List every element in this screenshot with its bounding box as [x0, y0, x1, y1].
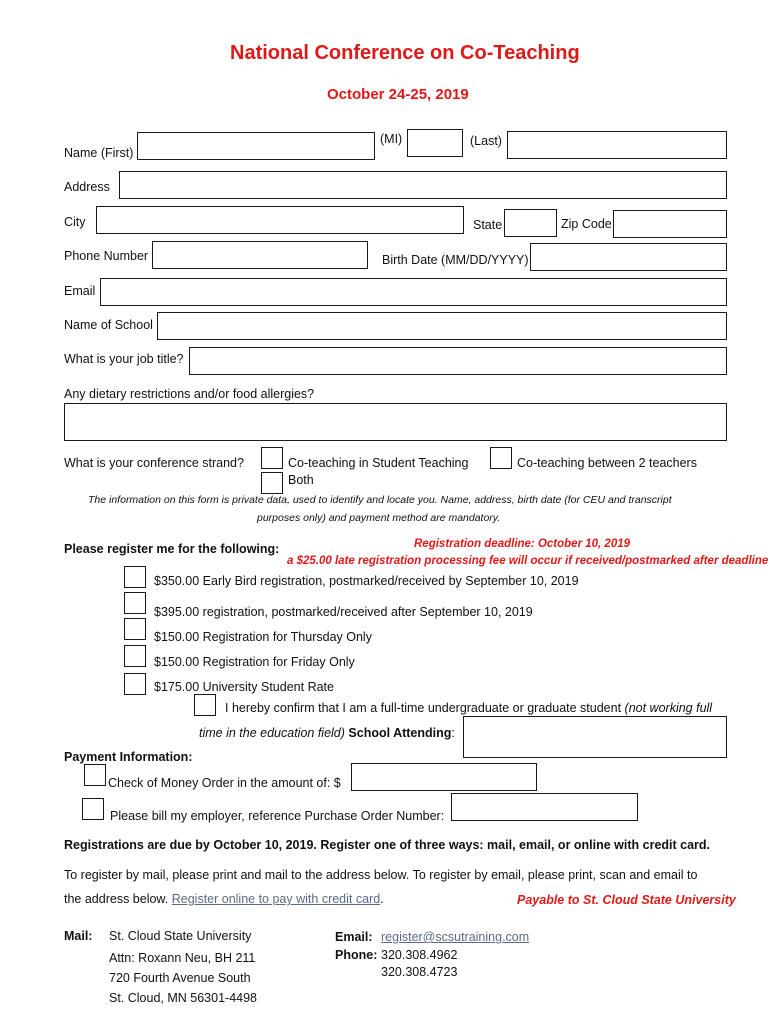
privacy-note-line1: The information on this form is private data, used to identify and locate you. Name, address, birth date (for CEU and transcript	[88, 494, 672, 506]
check-amount-input[interactable]	[351, 763, 537, 791]
late-fee-note: a $25.00 late registration processing fee will occur if received/postmarked after deadline	[287, 555, 769, 567]
label-birth-date: Birth Date (MM/DD/YYYY)	[382, 253, 529, 267]
label-state: State	[473, 218, 503, 232]
due-date-text: Registrations are due by October 10, 2019. Register one of three ways: mail, email, or online with credit card.	[64, 838, 711, 852]
early-bird-checkbox[interactable]	[124, 566, 146, 588]
register-online-link[interactable]: Register online to pay with credit card	[171, 892, 381, 906]
student-confirm-checkbox[interactable]	[194, 694, 216, 716]
student-confirm-italic: (not working full	[624, 701, 713, 715]
student-confirm-main: I hereby confirm that I am a full-time undergraduate or graduate student	[225, 701, 622, 715]
po-number-input[interactable]	[451, 793, 638, 821]
option-thursday: $150.00 Registration for Thursday Only	[154, 630, 372, 644]
label-dietary: Any dietary restrictions and/or food allergies?	[64, 387, 315, 401]
instructions-period: .	[380, 892, 384, 906]
option-friday: $150.00 Registration for Friday Only	[154, 655, 355, 669]
mail-label: Mail:	[64, 929, 93, 943]
school-attending-label: School Attending	[348, 726, 452, 740]
label-address: Address	[64, 180, 110, 194]
school-attending-input[interactable]	[463, 716, 727, 758]
option-regular: $395.00 registration, postmarked/received after September 10, 2019	[154, 605, 533, 619]
student-confirm-italic-line2: time in the education field)	[199, 726, 345, 740]
registration-heading: Please register me for the following:	[64, 542, 280, 556]
mail-line-4: St. Cloud, MN 56301-4498	[109, 991, 258, 1005]
strand-both-label: Both	[288, 473, 314, 487]
city-input[interactable]	[96, 206, 464, 234]
label-city: City	[64, 215, 86, 229]
email-link[interactable]: register@scsutraining.com	[381, 930, 530, 944]
student-rate-checkbox[interactable]	[124, 673, 146, 695]
option-student-rate: $175.00 University Student Rate	[154, 680, 334, 694]
mail-line-3: 720 Fourth Avenue South	[109, 971, 251, 985]
label-phone: Phone Number	[64, 249, 149, 263]
instructions-line2-text: the address below.	[64, 892, 169, 906]
job-title-input[interactable]	[189, 347, 727, 375]
birth-date-input[interactable]	[530, 243, 727, 271]
mail-line-2: Attn: Roxann Neu, BH 211	[109, 951, 256, 965]
strand-two-teachers-checkbox[interactable]	[490, 447, 512, 469]
strand-two-teachers-label: Co-teaching between 2 teachers	[517, 456, 697, 470]
mi-input[interactable]	[407, 129, 463, 157]
label-email: Email	[64, 284, 96, 298]
page-title: National Conference on Co-Teaching	[230, 42, 580, 64]
friday-only-checkbox[interactable]	[124, 645, 146, 667]
conference-date: October 24-25, 2019	[327, 86, 469, 103]
label-zip: Zip Code	[561, 217, 612, 231]
registration-deadline: Registration deadline: October 10, 2019	[414, 538, 631, 550]
instructions-line2	[64, 892, 384, 906]
regular-registration-checkbox[interactable]	[124, 592, 146, 614]
check-payment-label: Check of Money Order in the amount of: $	[108, 776, 341, 790]
privacy-note-line2: purposes only) and payment method are mandatory.	[257, 512, 501, 524]
strand-student-teaching-label: Co-teaching in Student Teaching	[288, 456, 469, 470]
email-label: Email:	[335, 930, 373, 944]
payable-to-note: Payable to St. Cloud State University	[517, 893, 736, 907]
label-mi: (MI)	[380, 132, 403, 146]
label-strand: What is your conference strand?	[64, 456, 244, 470]
check-payment-checkbox[interactable]	[84, 764, 106, 786]
state-input[interactable]	[504, 209, 557, 237]
school-attending-colon: :	[451, 726, 455, 740]
first-name-input[interactable]	[137, 132, 375, 160]
payment-heading: Payment Information:	[64, 750, 193, 764]
phone-input[interactable]	[152, 241, 368, 269]
dietary-input[interactable]	[64, 403, 727, 441]
phone-label: Phone:	[335, 948, 378, 962]
school-input[interactable]	[157, 312, 727, 340]
mail-line-1: St. Cloud State University	[109, 929, 252, 943]
strand-both-checkbox[interactable]	[261, 472, 283, 494]
label-school: Name of School	[64, 318, 153, 332]
label-first-name: Name (First)	[64, 146, 134, 160]
phone-number-1: 320.308.4962	[381, 948, 458, 962]
bill-employer-label: Please bill my employer, reference Purchase Order Number:	[110, 809, 445, 823]
thursday-only-checkbox[interactable]	[124, 618, 146, 640]
email-input[interactable]	[100, 278, 727, 306]
bill-employer-checkbox[interactable]	[82, 798, 104, 820]
label-last-name: (Last)	[470, 134, 502, 148]
strand-student-teaching-checkbox[interactable]	[261, 447, 283, 469]
label-job-title: What is your job title?	[64, 352, 184, 366]
last-name-input[interactable]	[507, 131, 727, 159]
student-confirm-text	[225, 701, 712, 715]
student-confirm-line2	[199, 726, 455, 740]
option-early-bird: $350.00 Early Bird registration, postmarked/received by September 10, 2019	[154, 574, 579, 588]
phone-number-2: 320.308.4723	[381, 965, 458, 979]
zip-input[interactable]	[613, 210, 727, 238]
instructions-line1: To register by mail, please print and mail to the address below. To register by email, please print, scan and email to	[64, 868, 698, 882]
address-input[interactable]	[119, 171, 727, 199]
